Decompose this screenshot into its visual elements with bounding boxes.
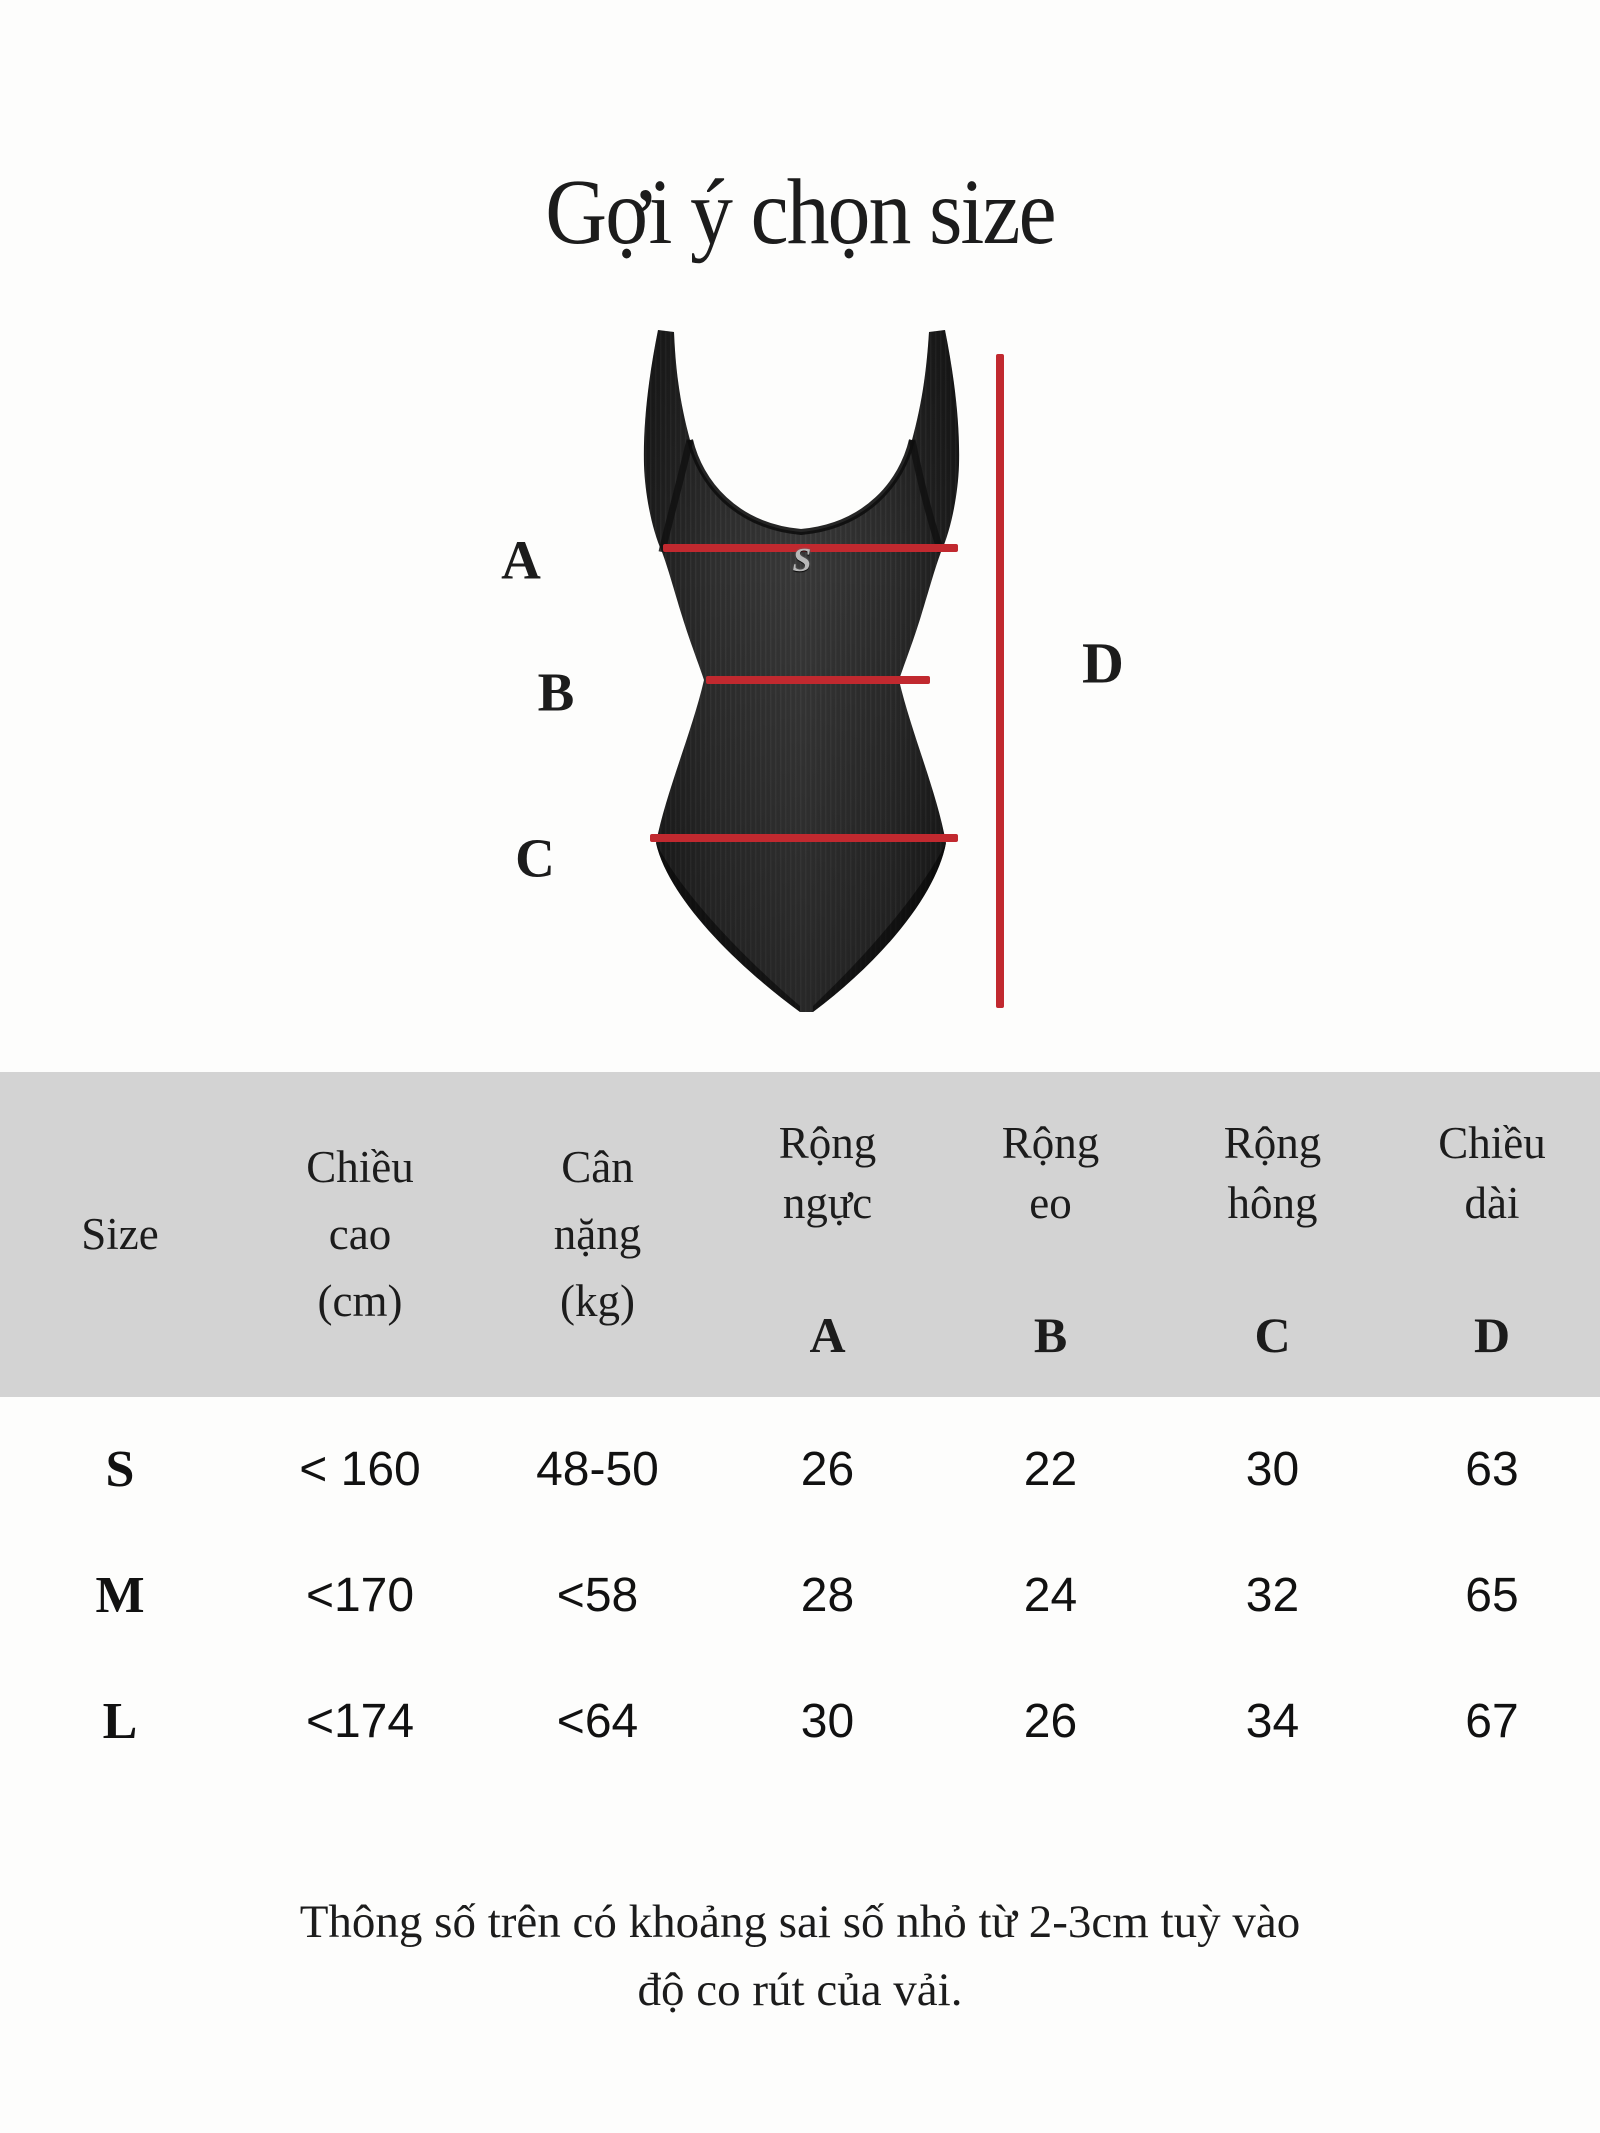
- table-row-l: [0, 1681, 1600, 1761]
- table-row-m: [0, 1555, 1600, 1635]
- header-hip-width: Rộng hông C: [1223, 1118, 1322, 1363]
- cell-height: <170: [305, 1568, 415, 1622]
- footnote-line-2: độ co rút của vải.: [637, 1964, 963, 2016]
- header-size: Size: [81, 1209, 159, 1259]
- table-row-s: [0, 1429, 1600, 1509]
- header-height: Chiều cao (cm): [306, 1142, 414, 1326]
- header-letter-c: C: [1254, 1307, 1291, 1363]
- measure-label-c: C: [515, 827, 555, 889]
- cell-waist: 26: [1023, 1694, 1078, 1748]
- cell-size: M: [95, 1566, 145, 1624]
- cell-length: 63: [1465, 1442, 1519, 1496]
- measure-label-b: B: [537, 661, 575, 723]
- cell-height: < 160: [299, 1442, 421, 1496]
- cell-waist: 24: [1023, 1568, 1078, 1622]
- header-letter-a: A: [809, 1307, 846, 1363]
- cell-chest: 28: [800, 1568, 855, 1622]
- cell-weight: <64: [556, 1694, 639, 1748]
- header-weight: Cân nặng (kg): [553, 1142, 642, 1326]
- measure-label-d: D: [1082, 630, 1124, 696]
- header-letter-b: B: [1033, 1307, 1068, 1363]
- tolerance-footnote: [0, 1888, 1600, 2024]
- footnote-line-1: Thông số trên có khoảng sai số nhỏ từ 2-3cm tuỳ vào: [299, 1896, 1301, 1948]
- brand-charm: S: [792, 542, 812, 579]
- measure-label-a: A: [501, 529, 541, 591]
- cell-length: 65: [1465, 1568, 1519, 1622]
- length-measure-line-d: [996, 354, 1004, 1008]
- cell-size: S: [105, 1440, 135, 1498]
- waist-measure-line-b: [706, 676, 930, 684]
- cell-waist: 22: [1023, 1442, 1078, 1496]
- header-chest-width: Rộng ngực A: [778, 1118, 877, 1363]
- cell-length: 67: [1465, 1694, 1519, 1748]
- cell-chest: 26: [800, 1442, 855, 1496]
- cell-weight: <58: [556, 1568, 639, 1622]
- cell-height: <174: [305, 1694, 415, 1748]
- cell-chest: 30: [800, 1694, 855, 1748]
- size-table-header: [0, 1072, 1600, 1397]
- cell-hip: 30: [1245, 1442, 1300, 1496]
- header-length: Chiều dài D: [1438, 1118, 1546, 1363]
- page-title: Gợi ý chọn size: [545, 161, 1055, 264]
- header-letter-d: D: [1473, 1307, 1511, 1363]
- cell-hip: 32: [1245, 1568, 1300, 1622]
- cell-hip: 34: [1245, 1694, 1300, 1748]
- hip-measure-line-c: [650, 834, 958, 842]
- header-waist-width: Rộng eo B: [1001, 1118, 1100, 1363]
- cell-size: L: [102, 1692, 138, 1750]
- cell-weight: 48-50: [536, 1442, 659, 1496]
